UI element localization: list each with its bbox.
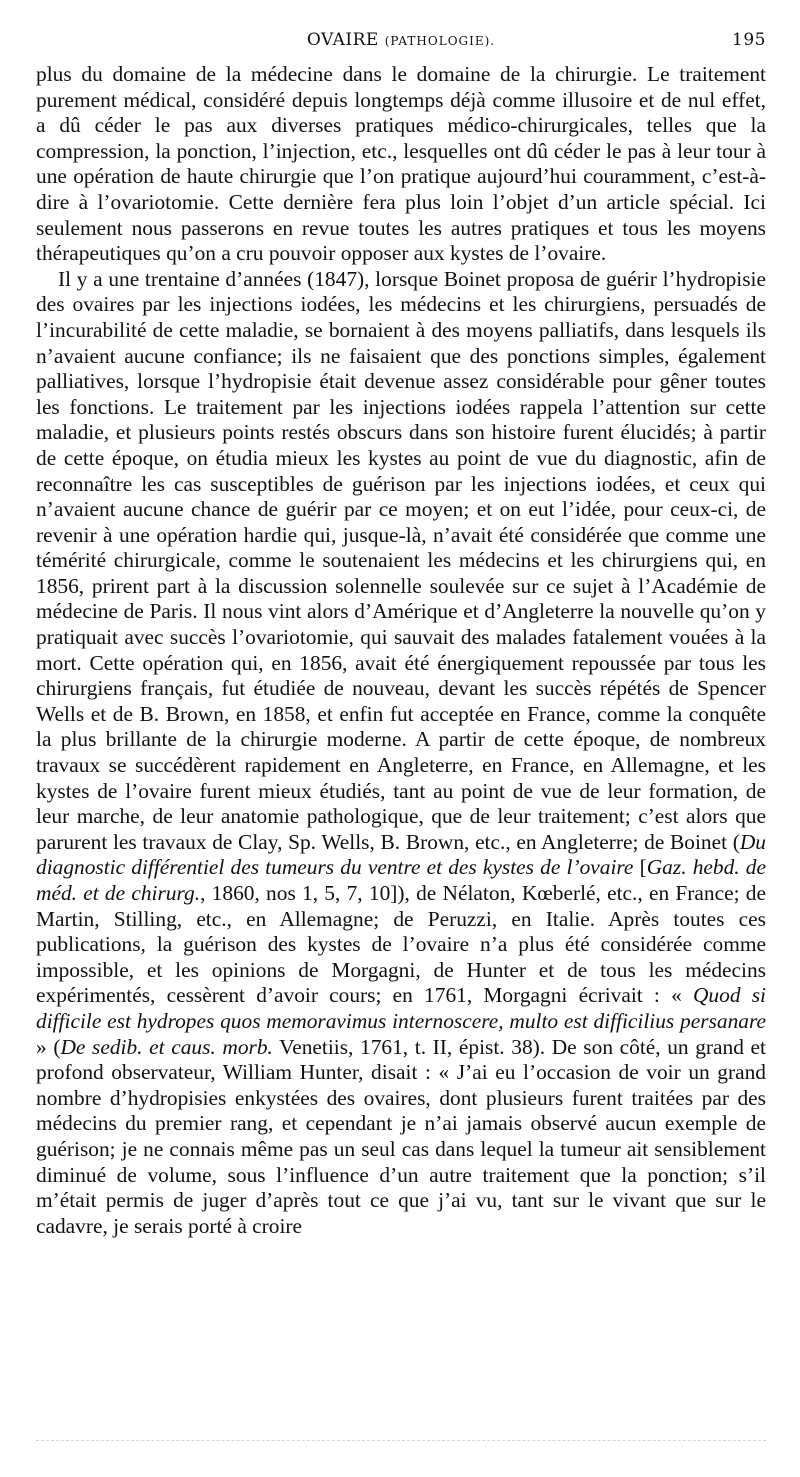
latin-quote-close: » ( [36,1034,61,1059]
page-number: 195 [732,30,766,50]
paragraph-2 [36,267,766,1240]
body-text [36,62,766,1239]
running-title [36,30,766,50]
citation-2-title: De sedib. et caus. morb. [60,1034,273,1059]
citation-1-bracket: [ [633,855,647,880]
paragraph-2-lead: Il y a une trentaine d’années (1847), lorsque Boinet proposa de guérir l’hydropisie des ovaires par les injections iodées, les médecins et les chirurgiens, persuadés de l’incurabilité de cette maladie, se bornaient à des moyens palliatifs, dans lesquels ils n’avaient aucune confiance; ils ne faisaient que des ponctions simples, également palliatives, lorsque l’hydropisie était devenue assez considérable pour gêner toutes les fonctions. Le traitement par les injections iodées rappela l’attention sur cette maladie, et plusieurs points restés obscurs dans son histoire furent élucidés; à partir de cette époque, on étudia mieux les kystes au point de vue du diagnostic, afin de reconnaître les cas susceptibles de guérison par les injections iodées, et ceux qui n’avaient aucune chance de guérir par ce moyen; et on eut l’idée, pour ceux-ci, de revenir à une opération hardie qui, jusque-là, n’avait été considérée que comme une témérité chirurgicale, comme le soutenaient les médecins et les chirurgiens qui, en 1856, prirent part à la discussion solennelle soulevée sur ce sujet à l’Académie de médecine de Paris. Il nous vint alors d’Amérique et d’Angleterre la nouvelle qu’on y pratiquait avec succès l’ovariotomie, qui sauvait des malades fatalement vouées à la mort. Cette opération qui, en 1856, avait été énergiquement repoussée par tous les chirurgiens français, fut étudiée de nouveau, devant les succès répétés de Spencer Wells et de B. Brown, en 1858, et enfin fut acceptée en France, comme la conquête la plus brillante de la chirurgie moderne. A partir de cette époque, de nombreux travaux se succédèrent rapidement en Angleterre, en France, en Allemagne, et les kystes de l’ovaire furent mieux étudiés, tant au point de vue de leur formation, de leur marche, de leur anatomie pathologique, que de leur traitement; c’est alors que parurent les travaux de Clay, Sp. Wells, B. Brown, etc., en Angleterre; de Boinet ( [36,266,766,854]
citation-1-title: Du diagnostic différentiel des tumeurs du ventre et des kystes de l’ovaire [36,829,766,880]
running-title-sub: (PATHOLOGIE). [384,34,496,48]
paragraph-1: plus du domaine de la médecine dans le domaine de la chirurgie. Le traitement purement médical, considéré depuis longtemps déjà comme illusoire et de nul effet, a dû céder le pas aux diverses pratiques médico-chirurgicales, telles que la compression, la ponction, l’injection, etc., lesquelles ont dû céder le pas à leur tour à une opération de haute chirurgie que l’on pratique aujourd’hui couramment, c’est-à-dire à l’ovariotomie. Cette dernière fera plus loin l’objet d’un article spécial. Ici seulement nous passerons en revue toutes les autres pratiques et tous les moyens thérapeutiques qu’on a cru pouvoir opposer aux kystes de l’ovaire. [36,62,766,266]
citation-1-journal: Gaz. hebd. de méd. et de chirurg. [36,855,766,905]
citation-1-rest: , 1860, nos 1, 5, 7, 10]), de Nélaton, Kœberlé, etc., en France; de Martin, Stilling, etc., en Allemagne; de Peruzzi, en Italie. Après toutes ces publications, la guérison des kystes de l’ovaire n’a plus été considérée comme impossible, et les opinions de Morgagni, de Hunter et de tous les médecins expérimentés, cessèrent d’avoir cours; en 1761, Morgagni écrivait : « [36,881,766,1008]
latin-quote: Quod si difficile est hydropes quos memoravimus internoscere, multo est difficilius persanare [36,983,766,1033]
running-title-main: OVAIRE [306,30,379,50]
page-bottom-artifact [36,1440,766,1443]
running-head [36,30,766,54]
citation-2-rest: Venetiis, 1761, t. II, épist. 38). De son côté, un grand et profond observateur, William Hunter, disait : « J’ai eu l’occasion de voir un grand nombre d’hydropisies enkystées des ovaires, dont plusieurs furent traitées par des médecins du premier rang, et cependant je n’ai jamais observé aucun exemple de guérison; je ne connais même pas un seul cas dans lequel la tumeur ait sensiblement diminué de volume, sous l’influence d’un autre traitement que la ponction; s’il m’était permis de juger d’après tout ce que j’ai vu, tant sur le vivant que sur le cadavre, je serais porté à croire [36,1034,766,1238]
